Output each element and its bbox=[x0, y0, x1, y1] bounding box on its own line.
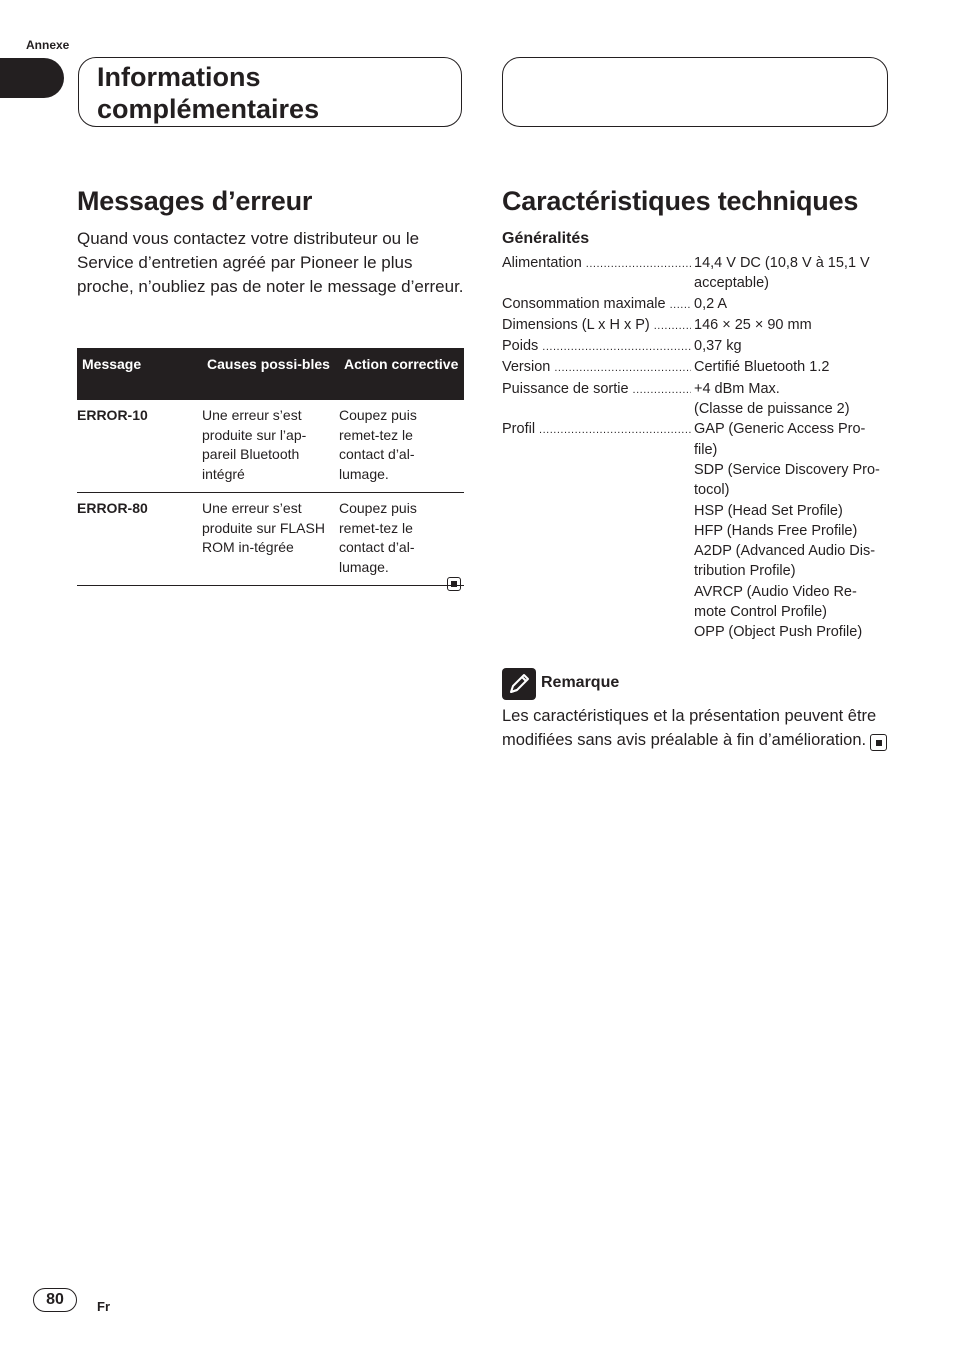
spec-label-text: Puissance de sortie bbox=[502, 380, 629, 397]
spec-row bbox=[502, 253, 888, 294]
leader-dots bbox=[586, 253, 691, 294]
spec-label-text: Dimensions (L x H x P) bbox=[502, 316, 650, 333]
leader-dots bbox=[654, 315, 691, 336]
header-title bbox=[97, 61, 319, 125]
spec-label bbox=[502, 336, 693, 357]
spec-label bbox=[502, 379, 693, 420]
header-title-line2: complémentaires bbox=[97, 94, 320, 124]
error-action: Coupez puis remet-tez le contact d’al-lumage. bbox=[339, 407, 417, 482]
error-code: ERROR-10 bbox=[77, 407, 148, 423]
column-header-action: Action corrective bbox=[344, 356, 459, 372]
spec-value: 146 × 25 × 90 mm bbox=[694, 316, 812, 333]
column-header-causes: Causes possi-bles bbox=[207, 356, 330, 372]
pencil-note-icon bbox=[502, 668, 536, 700]
spec-value: A2DP (Advanced Audio Dis- bbox=[694, 543, 876, 560]
note-title: Remarque bbox=[541, 674, 620, 691]
spec-value: 0,37 kg bbox=[694, 338, 742, 355]
spec-label bbox=[502, 419, 693, 642]
spec-values bbox=[693, 336, 888, 357]
spec-value: tribution Profile) bbox=[694, 563, 796, 580]
spec-row bbox=[502, 379, 888, 420]
spec-label bbox=[502, 357, 693, 378]
spec-row bbox=[502, 357, 888, 378]
spec-row bbox=[502, 294, 888, 315]
spec-row bbox=[502, 336, 888, 357]
error-table-header bbox=[77, 348, 464, 400]
error-action: Coupez puis remet-tez le contact d’al-lumage. bbox=[339, 500, 417, 575]
spec-value: 0,2 A bbox=[694, 295, 728, 312]
spec-label-text: Profil bbox=[502, 421, 536, 438]
spec-value: OPP (Object Push Profile) bbox=[694, 624, 863, 641]
table-row bbox=[77, 493, 464, 586]
spec-value: HSP (Head Set Profile) bbox=[694, 502, 843, 519]
spec-value: mote Control Profile) bbox=[694, 604, 827, 621]
spec-values bbox=[693, 253, 888, 294]
error-messages-heading: Messages d’erreur bbox=[77, 186, 313, 216]
spec-value: +4 dBm Max. bbox=[694, 380, 780, 397]
spec-row bbox=[502, 315, 888, 336]
language-label: Fr bbox=[97, 1299, 110, 1314]
leader-dots bbox=[633, 379, 691, 420]
spec-label-text: Alimentation bbox=[502, 255, 582, 271]
spec-values bbox=[693, 357, 888, 378]
error-cause: Une erreur s’est produite sur l’ap-pareil Bluetooth intégré bbox=[202, 407, 307, 482]
spec-label bbox=[502, 294, 693, 315]
spec-value: file) bbox=[694, 441, 718, 458]
spec-row bbox=[502, 419, 888, 642]
column-header-message: Message bbox=[82, 356, 142, 372]
spec-values bbox=[693, 379, 888, 420]
spec-label-text: Version bbox=[502, 359, 551, 376]
table-row bbox=[77, 400, 464, 493]
spec-value: SDP (Service Discovery Pro- bbox=[694, 461, 880, 478]
spec-label-text: Poids bbox=[502, 338, 539, 355]
spec-value: acceptable) bbox=[694, 275, 769, 292]
error-code: ERROR-80 bbox=[77, 500, 148, 516]
header-title-line1: Informations bbox=[97, 62, 261, 92]
spec-values bbox=[693, 294, 888, 315]
leader-dots bbox=[542, 336, 691, 357]
spec-value: (Classe de puissance 2) bbox=[694, 401, 850, 418]
spec-values bbox=[693, 315, 888, 336]
error-cause: Une erreur s’est produite sur FLASH ROM in-tégrée bbox=[202, 500, 325, 555]
error-table bbox=[77, 348, 464, 586]
specs-list bbox=[502, 253, 888, 643]
spec-label bbox=[502, 315, 693, 336]
spec-value: HFP (Hands Free Profile) bbox=[694, 522, 858, 539]
spec-label bbox=[502, 253, 693, 294]
spec-value: GAP (Generic Access Pro- bbox=[694, 421, 866, 438]
section-tab-marker bbox=[0, 58, 64, 98]
section-tab-label: Annexe bbox=[26, 38, 70, 52]
note-body: Les caractéristiques et la présentation peuvent être modifiées sans avis préalable à fin d’amélioration. bbox=[502, 707, 877, 749]
specs-heading: Caractéristiques techniques bbox=[502, 186, 859, 216]
spec-values bbox=[693, 419, 888, 642]
specs-subheading: Généralités bbox=[502, 230, 590, 247]
spec-value: tocol) bbox=[694, 482, 730, 499]
spec-label-text: Consommation maximale bbox=[502, 295, 666, 312]
spec-value: AVRCP (Audio Video Re- bbox=[694, 583, 857, 600]
section-end-icon bbox=[870, 734, 887, 751]
section-end-icon bbox=[447, 577, 461, 591]
header-box-right bbox=[502, 57, 888, 127]
leader-dots bbox=[670, 294, 691, 315]
error-messages-intro: Quand vous contactez votre distributeur ou le Service d’entretien agréé par Pioneer le plus proche, n’oubliez pas de noter le message d’erreur. bbox=[77, 229, 464, 296]
note-text bbox=[502, 705, 892, 752]
spec-value: Certifié Bluetooth 1.2 bbox=[694, 359, 830, 376]
spec-value: 14,4 V DC (10,8 V à 15,1 V bbox=[694, 255, 870, 271]
leader-dots bbox=[539, 419, 691, 642]
page-number: 80 bbox=[33, 1288, 77, 1312]
leader-dots bbox=[554, 357, 691, 378]
